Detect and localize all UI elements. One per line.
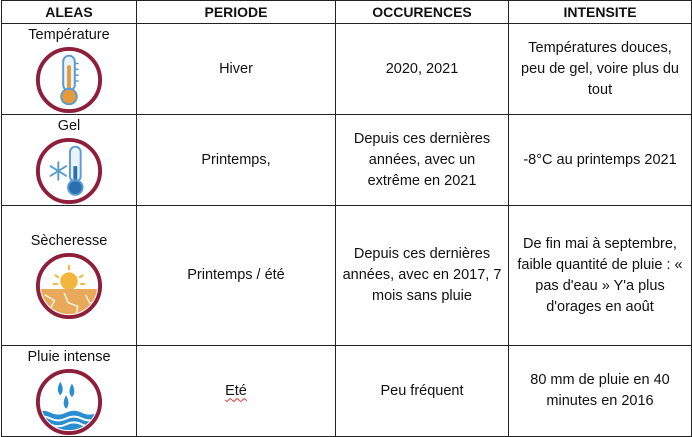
climate-risks-table (1, 0, 692, 437)
header-intensite: INTENSITE (509, 1, 692, 24)
periode-cell: Printemps, (137, 115, 336, 206)
thermometer-icon (35, 46, 103, 114)
alea-cell (2, 346, 137, 437)
periode-cell: Hiver (137, 24, 336, 115)
occurences-cell: Depuis ces dernières années, avec un extrême en 2021 (336, 115, 509, 206)
frost-thermometer-icon (35, 137, 103, 205)
periode-cell: Printemps / été (137, 206, 336, 346)
header-occurences: OCCURENCES (336, 1, 509, 24)
table-header-row (2, 1, 692, 24)
table-row (2, 24, 692, 115)
periode-cell (137, 346, 336, 437)
alea-cell (2, 115, 137, 206)
alea-name: Gel (57, 118, 81, 134)
alea-name: Pluie intense (27, 349, 111, 365)
intensite-cell: 80 mm de pluie en 40 minutes en 2016 (509, 346, 692, 437)
alea-cell (2, 206, 137, 346)
alea-cell (2, 24, 137, 115)
table-row (2, 346, 692, 437)
occurences-cell: 2020, 2021 (336, 24, 509, 115)
intensite-cell: De fin mai à septembre, faible quantité de pluie : « pas d'eau » Y'a plus d'orages en août (509, 206, 692, 346)
rain-waves-icon (35, 368, 103, 436)
table-row (2, 115, 692, 206)
occurences-cell: Peu fréquent (336, 346, 509, 437)
drought-sun-icon (35, 252, 103, 320)
table-row (2, 206, 692, 346)
periode-text: Eté (225, 382, 247, 399)
occurences-cell: Depuis ces dernières années, avec en 2017, 7 mois sans pluie (336, 206, 509, 346)
alea-name: Température (28, 27, 110, 43)
alea-name: Sècheresse (30, 232, 108, 249)
header-periode: PERIODE (137, 1, 336, 24)
intensite-cell: -8°C au printemps 2021 (509, 115, 692, 206)
header-aleas: ALEAS (2, 1, 137, 24)
intensite-cell: Températures douces, peu de gel, voire plus du tout (509, 24, 692, 115)
